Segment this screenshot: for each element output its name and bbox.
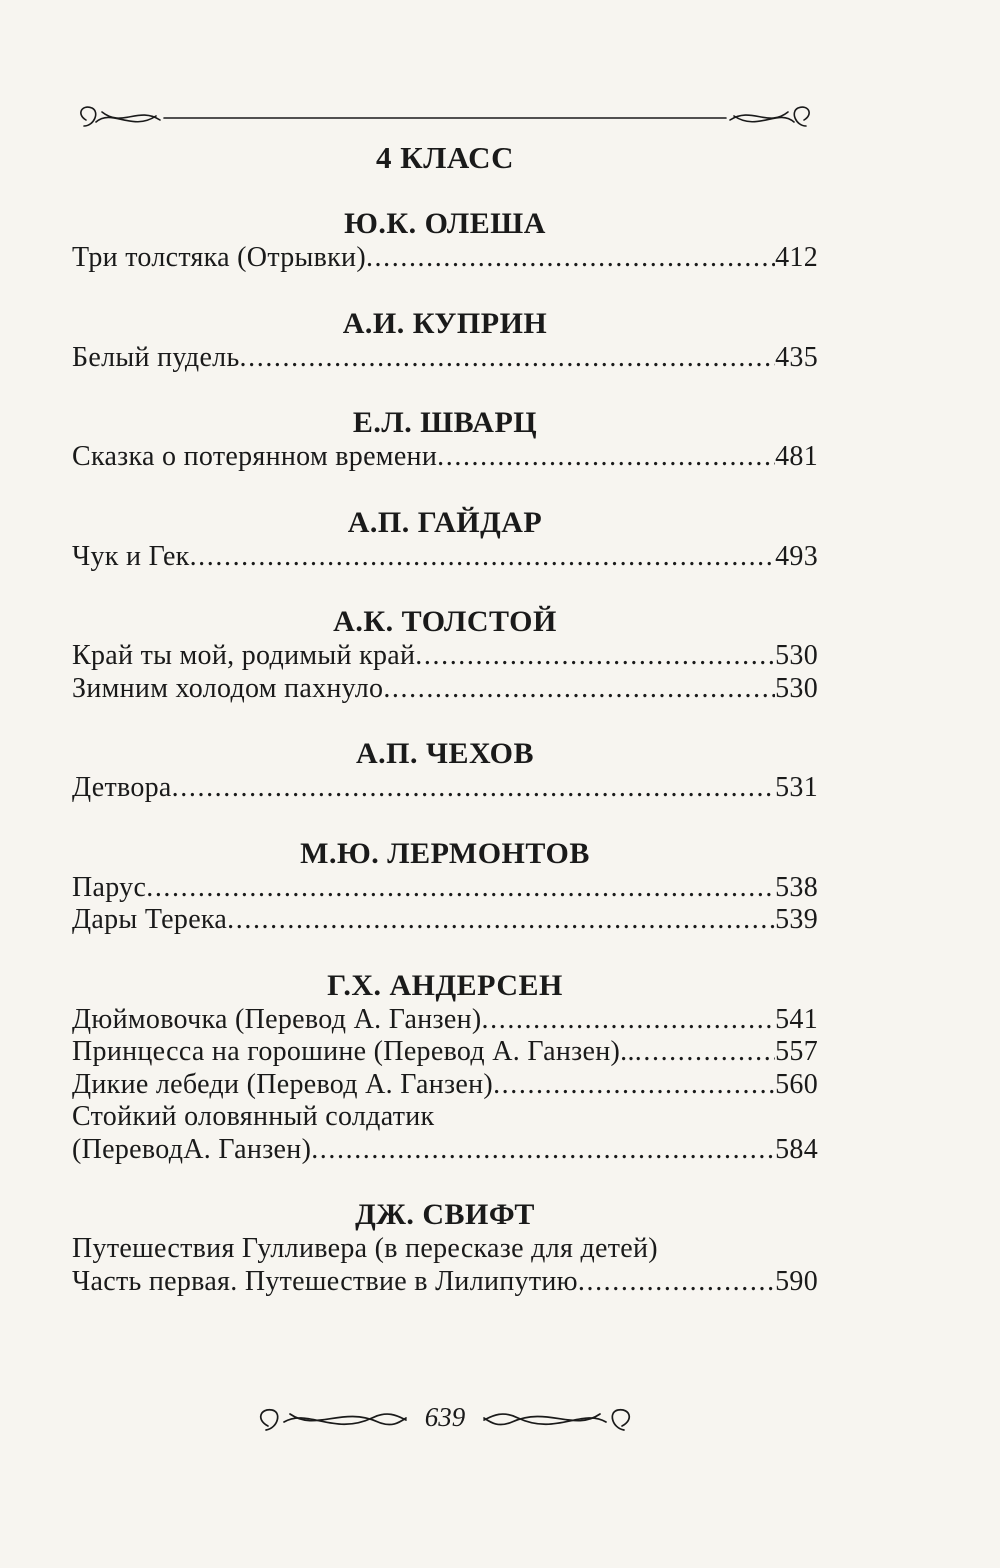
entry-title: Стойкий оловянный солдатик: [72, 1101, 435, 1132]
entry-title: Дикие лебеди (Перевод А. Ганзен): [72, 1068, 494, 1100]
author-section: [72, 604, 818, 705]
entry-page-number: 560: [775, 1068, 818, 1100]
entry-page-number: 435: [775, 341, 818, 373]
entry-page-number: 412: [775, 242, 818, 273]
entry-title: Часть первая. Путешествие в Лилипутию: [72, 1265, 578, 1297]
toc-entry: [72, 1069, 818, 1102]
author-section: [72, 968, 818, 1167]
entry-page-number: 557: [775, 1036, 818, 1067]
toc-entry: [72, 640, 818, 673]
header-ornament-icon: [72, 96, 818, 144]
entry-title: Сказка о потерянном времени: [72, 441, 438, 472]
toc-entry: [72, 1101, 818, 1134]
entry-title: Дары Терека: [72, 904, 228, 935]
author-heading: Ю.К. ОЛЕША: [344, 207, 546, 240]
entry-title: Принцесса на горошине (Перевод А. Ганзен)..: [72, 1036, 635, 1067]
toc-entry: [72, 441, 818, 474]
entry-page-number: 530: [775, 672, 818, 704]
dot-leader: [482, 1004, 776, 1037]
entry-page-number: 584: [775, 1133, 818, 1165]
author-heading: Г.Х. АНДЕРСЕН: [327, 968, 563, 1002]
entry-page-number: 590: [775, 1265, 818, 1297]
table-of-contents: [72, 206, 818, 1329]
dot-leader: [493, 1069, 775, 1102]
entry-page-number: 538: [775, 871, 818, 903]
entry-title: Дюймовочка (Перевод А. Ганзен): [72, 1003, 482, 1035]
entry-title: Белый пудель: [72, 341, 240, 373]
dot-leader: [578, 1266, 775, 1299]
author-heading: М.Ю. ЛЕРМОНТОВ: [300, 836, 590, 870]
author-section: [72, 306, 818, 375]
author-heading: Е.Л. ШВАРЦ: [352, 406, 538, 439]
author-section: [72, 505, 818, 574]
toc-entry: [72, 673, 818, 706]
author-section: [72, 206, 818, 275]
entry-page-number: 541: [775, 1003, 818, 1035]
page-footer: [72, 1392, 818, 1452]
dot-leader: [311, 1134, 775, 1167]
dot-leader: [415, 640, 775, 673]
dot-leader: [635, 1036, 775, 1069]
entry-title: (ПереводА. Ганзен): [72, 1133, 312, 1165]
author-section: [72, 405, 818, 474]
entry-title: Край ты мой, родимый край: [72, 640, 416, 671]
page-number: 639: [424, 1402, 466, 1432]
dot-leader: [227, 904, 775, 937]
toc-entry: [72, 1004, 818, 1037]
toc-entry: [72, 541, 818, 574]
entry-page-number: 481: [775, 441, 818, 472]
dot-leader: [366, 242, 775, 275]
dot-leader: [190, 541, 776, 574]
entry-page-number: 530: [775, 640, 818, 671]
entry-title: Чук и Гек: [72, 540, 190, 572]
toc-entry: [72, 1036, 818, 1069]
toc-entry: [72, 342, 818, 375]
toc-entry: [72, 1266, 818, 1299]
entry-title: Путешествия Гулливера (в пересказе для детей): [72, 1233, 658, 1264]
entry-title: Три толстяка (Отрывки): [72, 242, 366, 273]
dot-leader: [437, 441, 775, 474]
author-section: [72, 1197, 818, 1298]
toc-entry: [72, 242, 818, 275]
author-heading: А.И. КУПРИН: [342, 306, 548, 340]
entry-title: Парус: [72, 871, 147, 903]
toc-entry: [72, 872, 818, 905]
author-heading: ДЖ. СВИФТ: [355, 1198, 535, 1231]
dot-leader: [146, 872, 775, 905]
entry-title: Зимним холодом пахнуло: [72, 672, 384, 704]
author-heading: А.К. ТОЛСТОЙ: [333, 605, 557, 638]
book-page: [72, 0, 818, 1568]
dot-leader: [172, 772, 775, 805]
author-heading: А.П. ЧЕХОВ: [355, 737, 534, 770]
author-section: [72, 736, 818, 805]
dot-leader: [383, 673, 775, 706]
dot-leader: [240, 342, 776, 375]
author-heading: А.П. ГАЙДАР: [347, 505, 543, 539]
toc-entry: [72, 1134, 818, 1167]
class-title: 4 КЛАСС: [376, 140, 514, 175]
author-section: [72, 836, 818, 937]
entry-title: Детвора: [72, 772, 172, 803]
entry-page-number: 531: [775, 772, 818, 803]
toc-entry: [72, 772, 818, 805]
entry-page-number: 539: [775, 904, 818, 935]
toc-entry: [72, 904, 818, 937]
toc-entry: [72, 1233, 818, 1266]
entry-page-number: 493: [775, 540, 818, 572]
